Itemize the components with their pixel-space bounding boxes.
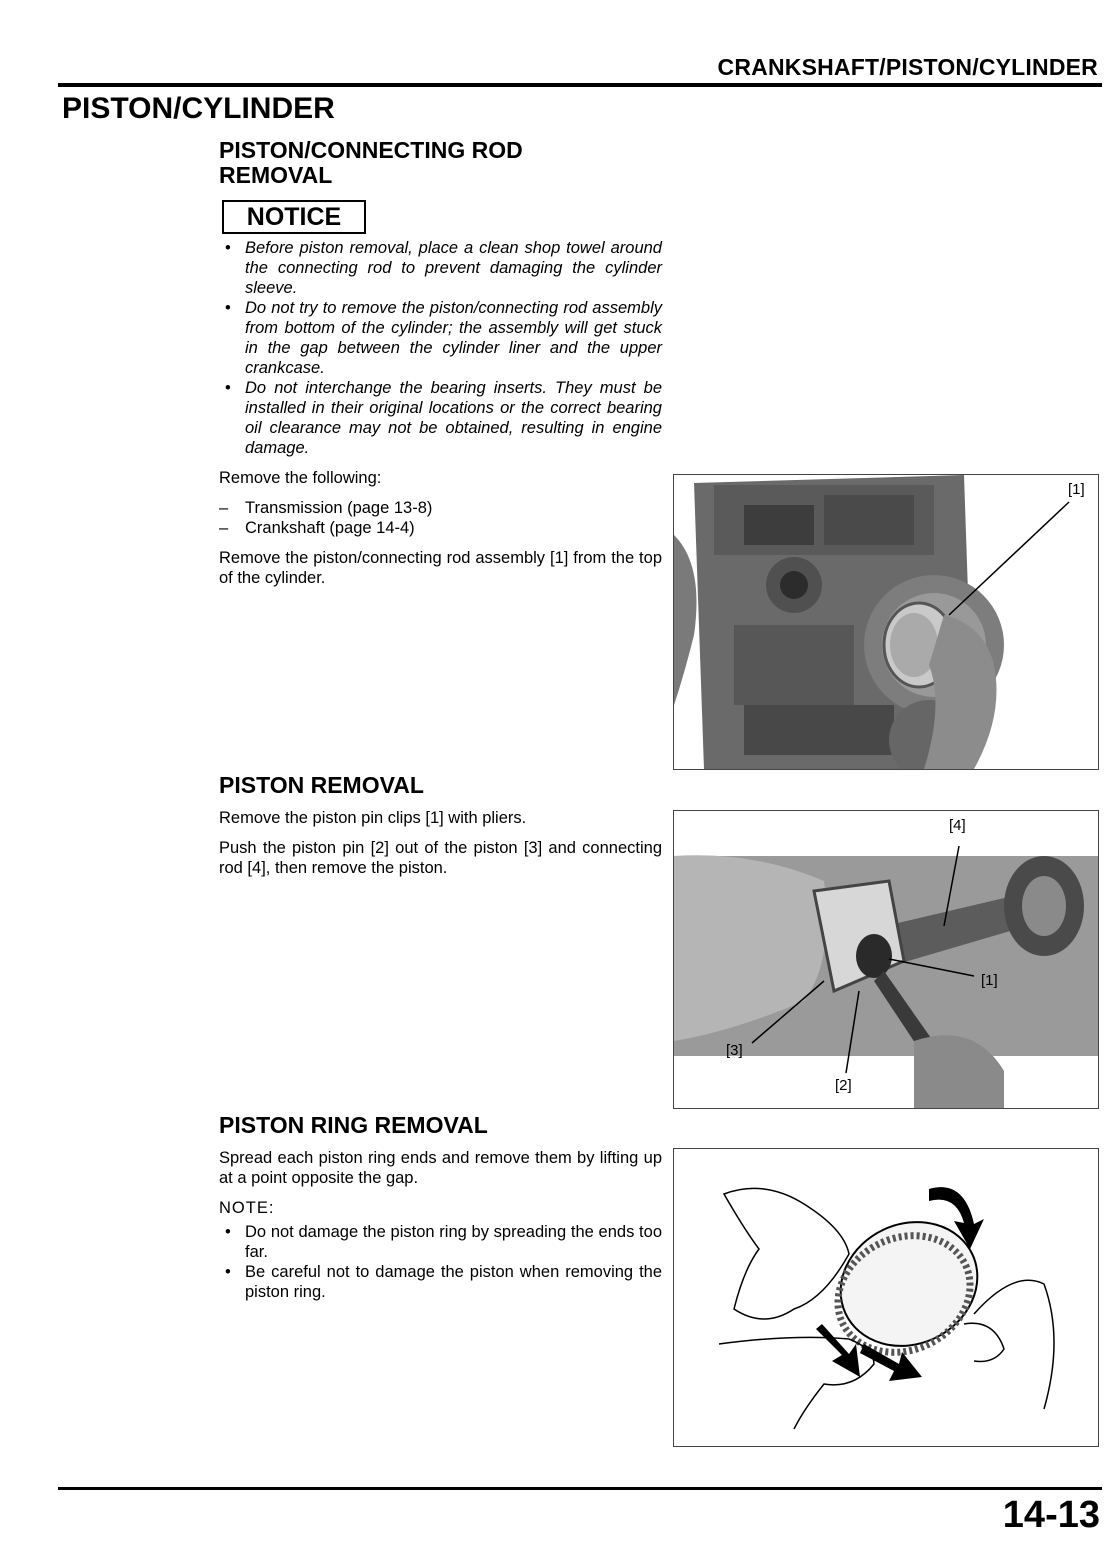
note-label: NOTE:: [219, 1199, 275, 1217]
notice-box: NOTICE: [222, 200, 366, 234]
fig2-callout-1: [1]: [981, 972, 998, 989]
notice-item: • Do not try to remove the piston/connecting rod assembly from bottom of the cylinder; the assembly will get stuck in the gap between the cylinder liner and the upper crankcase.: [219, 298, 662, 378]
s2-paragraph-1: Remove the piston pin clips [1] with pliers.: [219, 809, 527, 827]
prereq-item: – Transmission (page 13-8): [219, 498, 662, 518]
fig2-callout-3: [3]: [726, 1042, 743, 1059]
notice-list: [219, 238, 662, 458]
prereq-item: – Crankshaft (page 14-4): [219, 518, 662, 538]
notice-item: • Before piston removal, place a clean shop towel around the connecting rod to prevent damaging the cylinder sleeve.: [219, 238, 662, 298]
fig1-callout-1: [1]: [1068, 481, 1085, 498]
piston-removal-illustration: [674, 811, 1098, 1108]
cylinder-photo-illustration: [674, 475, 1098, 769]
note-list: [219, 1222, 662, 1302]
chapter-header: CRANKSHAFT/PISTON/CYLINDER: [717, 54, 1098, 80]
figure-piston-removal-photo: [673, 810, 1099, 1109]
figure-cylinder-photo: [673, 474, 1099, 770]
note-item: • Be careful not to damage the piston when removing the piston ring.: [219, 1262, 662, 1302]
note-item: • Do not damage the piston ring by spreading the ends too far.: [219, 1222, 662, 1262]
footer-rule: [58, 1487, 1102, 1490]
s3-heading: PISTON RING REMOVAL: [219, 1112, 488, 1138]
s3-paragraph-1: Spread each piston ring ends and remove them by lifting up at a point opposite the gap.: [219, 1149, 662, 1187]
s1-heading-line2: REMOVAL: [219, 162, 333, 188]
s2-paragraph-2: Push the piston pin [2] out of the piston [3] and connecting rod [4], then remove the piston.: [219, 839, 662, 877]
remove-following-text: Remove the following:: [219, 469, 382, 487]
removal-prereq-list: [219, 498, 662, 538]
fig2-callout-2: [2]: [835, 1077, 852, 1094]
section-title: PISTON/CYLINDER: [62, 92, 335, 125]
figure-ring-removal-drawing: [673, 1148, 1099, 1447]
s1-heading-line1: PISTON/CONNECTING ROD: [219, 137, 523, 163]
s1-heading: [219, 138, 523, 188]
notice-item: • Do not interchange the bearing inserts. They must be installed in their original locations or the correct bearing oil clearance may not be obtained, resulting in engine damage.: [219, 378, 662, 458]
s1-instruction: Remove the piston/connecting rod assembly [1] from the top of the cylinder.: [219, 549, 662, 587]
ring-removal-illustration: [674, 1149, 1098, 1446]
s2-heading: PISTON REMOVAL: [219, 772, 424, 798]
header-rule: [58, 83, 1102, 87]
fig2-callout-4: [4]: [949, 817, 966, 834]
page-number: 14-13: [1002, 1494, 1100, 1536]
